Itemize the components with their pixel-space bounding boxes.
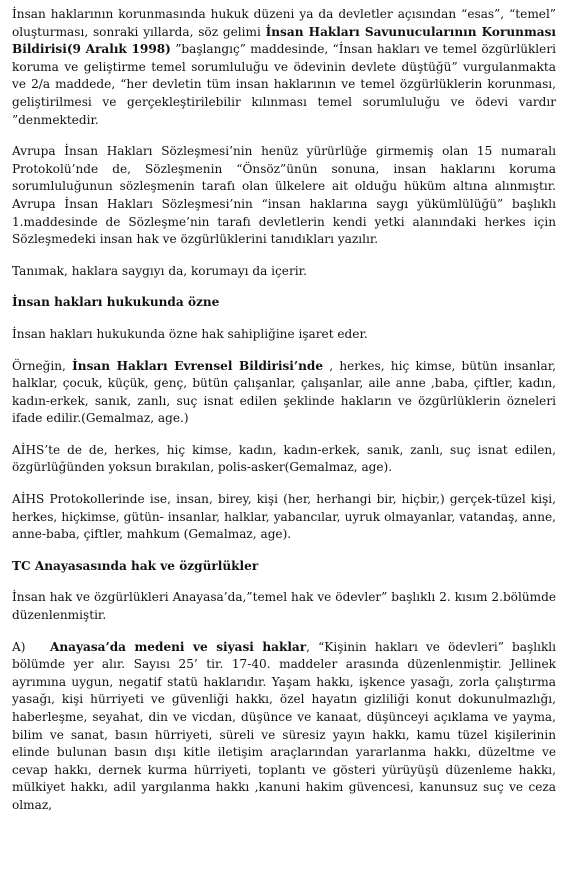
paragraph-1-text-cont: ”başlangıç” maddesinde, “İnsan hakları ve temel özgürlükleri koruma ve geliştirme temel sorumluluğu ve ödevinin devlete düştüğü” vurgulanmakta ve 2/a maddede, “her devletin tüm insan haklarının ve temel özgürlüklerin korunması, geliştirilmesi ve gerçekleştirilebilir kılınması temel sorumluluğu ve ödevi vardır ”denmektedir. — [12, 42, 556, 127]
paragraph-5 — [12, 358, 556, 428]
paragraph-4: İnsan hakları hukukunda özne hak sahipliğine işaret eder. — [12, 326, 368, 341]
heading-anayasa: TC Anayasasında hak ve özgürlükler — [12, 558, 259, 573]
paragraph-7: AİHS Protokollerinde ise, insan, birey, kişi (her, herhangi bir, hiçbir,) gerçek-tüzel kişi, herkes, hiçkimse, gütün- insanlar, halklar, yabancılar, uyruk olmayanlar, vatandaş, anne, anne-baba, çiftler, mahkum (Gemalmaz, age). — [12, 492, 556, 542]
paragraph-1 — [12, 6, 556, 129]
paragraph-5-text-cont: , herkes, hiç kimse, bütün insanlar, halklar, çocuk, küçük, genç, bütün çalışanlar, çalışanlar, aile anne ,baba, çiftler, kadın, kadın-erkek, sanık, zanlı, suç isnat edilen şeklinde hakların ve özgürlüklerin özneleri ifade edilir.(Gemalmaz, age.) — [12, 358, 556, 426]
paragraph-5-bold: İnsan Hakları Evrensel Bildirisi’nde — [72, 358, 324, 373]
paragraph-9-bold: Anayasa’da medeni ve siyasi haklar — [50, 639, 307, 654]
paragraph-9-text: , “Kişinin hakları ve ödevleri” başlıklı bölümde yer alır. Sayısı 25’ tir. 17-40. maddeler arasında düzenlenmiştir. Jellinek ayrımına uygun, negatif statü haklarıdır. Yaşam hakkı, işkence yasağı, zorla çalıştırma yasağı, kişi hürriyeti ve güvenliği hakkı, özel hayatın gizliliği konut dokunulmazlığı, haberleşme, seyahat, din ve vicdan, düşünce ve kanaat, düşünceyi açıklama ve yayma, bilim ve sanat, basın hürriyeti, süreli ve süresiz yayın hakkı, kamu tüzel kişilerinin elinde bulunan basın dışı kitle iletişim araçlarından yararlanma hakkı, düzeltme ve cevap hakkı, dernek kurma hürriyeti, toplantı ve gösteri yürüyüşü düzenleme hakkı, mülkiyet hakkı, adil yargılanma hakkı ,kanuni hakim güvencesi, kanunsuz suç ve ceza olmaz, — [12, 639, 557, 812]
paragraph-1-bold: İnsan Hakları Savunucularının Korunması Bildirisi(9 Aralık 1998) — [12, 24, 556, 57]
paragraph-1-text: İnsan haklarının korunmasında hukuk düzeni ya da devletler açısından “esas”, “temel” oluşturması, sonraki yıllarda, söz gelimi — [12, 7, 556, 39]
heading-ozne: İnsan hakları hukukunda özne — [12, 295, 220, 310]
paragraph-6: AİHS’te de de, herkes, hiç kimse, kadın, kadın-erkek, sanık, zanlı, suç isnat edilen, özgürlüğünden yoksun bırakılan, polis-asker(Gemalmaz, age). — [12, 442, 556, 475]
paragraph-9 — [12, 639, 556, 815]
paragraph-2: Avrupa İnsan Hakları Sözleşmesi’nin henüz yürürlüğe girmemiş olan 15 numaralı Protokolü’nde de, Sözleşmenin “Önsöz”ünün sonuna, insan haklarını koruma sorumluluğunun sözleşmenin tarafı olan ülkelere ait olduğu hüküm altına alınmıştır. Avrupa İnsan Hakları Sözleşmesi’nin “insan haklarına saygı yükümlülüğü” başlıklı 1.maddesinde de Sözleşme’nin tarafı devletlerin kendi yetki alanındaki herkes için Sözleşmedeki insan hak ve özgürlüklerini tanıdıkları yazılır. — [12, 144, 556, 247]
paragraph-3: Tanımak, haklara saygıyı da, korumayı da içerir. — [12, 263, 307, 278]
list-label: A) — [12, 639, 26, 654]
paragraph-5-text: Örneğin, — [12, 358, 73, 373]
paragraph-8: İnsan hak ve özgürlükleri Anayasa’da,”temel hak ve ödevler” başlıklı 2. kısım 2.bölümde düzenlenmiştir. — [12, 590, 556, 623]
